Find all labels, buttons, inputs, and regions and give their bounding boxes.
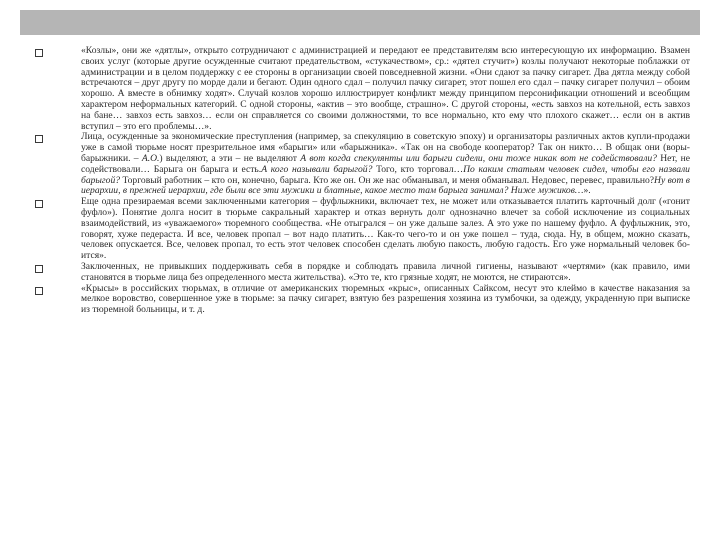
bullet-item-kozly — [20, 46, 690, 132]
paragraph-barygi — [81, 132, 690, 197]
slide-content — [20, 46, 690, 316]
paragraph-text: Заключенных, не привыкших поддерживать себя в порядке и соблюдать правила личной гигиены, называют «чертями» (как правило, ими становятся в тюрьме лица без определенного места жительства). «Это те, кто грязные ходят, не моются, не стираются». — [81, 260, 690, 283]
square-bullet-icon — [35, 49, 43, 57]
paragraph-fuflyzhniki — [81, 197, 690, 262]
paragraph-text: Нет, не содействовали… Барыга он барыга и есть. — [81, 152, 690, 175]
paragraph-italic-text: Ну вот в иерархии, в прежней иерархии, где были все эти мужики и блатные, какое место там барыга занимал? Ниже мужиков… — [81, 174, 690, 197]
paragraph-text: «Козлы», они же «дятлы», открыто сотрудничают с администрацией и передают ее представителям всю интересующую их информацию. Взамен своих услуг (которые другие осужденные считают предательством, «стукачеством», ср.: «дятел стучит») козлы получают некоторые поблажки от администрации и в целом поддержку с ее стороны в организации своей повседневной жизни. «Они сдают за пачку сигарет. Два дятла между собой встречаются – друг другу по морде дали и бегают. Один одного сдал – получил пачку сигарет, этот пошел его сдал – пачку сигарет получил – обоим хорошо. А вместе в обнимку ходят». Случай козлов хорошо иллюстрирует конфликт между принципом персонификации отношений и всеобщим характером неформальных категорий. С одной стороны, «актив – это вообще, страшно». С другой стороны, «есть завхоз на котельной, есть завхоз на бане… завхоз есть завхоз… если он справляется со своими должностями, то все нормально, кто ему что плохого скажет… если он в актив вступил – это его проблемы…». — [81, 45, 690, 132]
paragraph-text: «Крысы» в российских тюрьмах, в отличие от американских тюремных «крыс», описанных Сайксом, несут это клеймо в качестве наказания за мелкое воровство, совершенное уже в тюрьме: за пачку сигарет, взятую без разрешения хозяина из тумбочки, за одежду, украденную при выписке из тюремной больницы, и т. д. — [81, 282, 690, 316]
paragraph-text: Еще одна презираемая всеми заключенными категория – фуфлыжники, включает тех, не может или отказывается платить карточный долг («гонит фуфло»). Понятие долга носит в тюрьме сакральный характер и отказ вернуть долг однозначно влечет за собой исключение из социальных взаимодействий, из «уважаемого» тюремного сообщества. «Не отыгрался – он уже дальше залез. А это уже по нашему фуфло. А фуфлыжник, это, говорят, хуже педераста. И все, человек пропал – вот надо платить… Как-то чего-то и он уже пошел – туда, сюда. Ну, в общем, можно сказать, человек опускается. Все, человек пропал, то есть этот человек способен сделать любую пакость, любую гадость. Его уже нормальный человек бо-ится». — [81, 196, 690, 262]
square-bullet-icon — [35, 287, 43, 295]
paragraph-text: ) выделяют, а эти – не выделяют — [159, 152, 301, 164]
paragraph-krysy — [81, 284, 690, 316]
bullet-item-fuflyzhniki — [20, 197, 690, 262]
bullet-item-cherti — [20, 262, 690, 284]
square-bullet-icon — [35, 265, 43, 273]
square-bullet-icon — [35, 135, 43, 143]
paragraph-italic-text: А кого называли барыгой? — [261, 163, 373, 175]
bullet-item-barygi — [20, 132, 690, 197]
paragraph-text: Торговый работник – кто он, конечно, барыга. Кто же он. Он же нас обманывал, и меня обманывал. Недовес, перевес, правильно? — [120, 174, 655, 186]
square-bullet-icon — [35, 200, 43, 208]
paragraph-kozly — [81, 46, 690, 132]
paragraph-cherti — [81, 262, 690, 284]
paragraph-italic-text: По каким статьям человек сидел, чтобы его назвали барыгой? — [81, 163, 690, 186]
paragraph-italic-text: А.О. — [141, 152, 160, 164]
top-gray-bar — [20, 10, 700, 35]
paragraph-text: Лица, осужденные за экономические преступления (например, за спекуляцию в советскую эпоху) и организаторы различных актов купли-продажи уже в самой тюрьме носят презрительное имя «барыги» или «барыжника». «Так он на свободе кооператор? Так он никто… В общак они (воры-барыжники. – — [81, 131, 690, 164]
bullet-item-krysy — [20, 284, 690, 316]
paragraph-italic-text: А вот когда спекулянты или барыги сидели, они тоже никак вот не содействовали? — [300, 152, 657, 164]
paragraph-text: Того, кто торговал… — [372, 163, 464, 175]
paragraph-text: ». — [583, 185, 591, 197]
